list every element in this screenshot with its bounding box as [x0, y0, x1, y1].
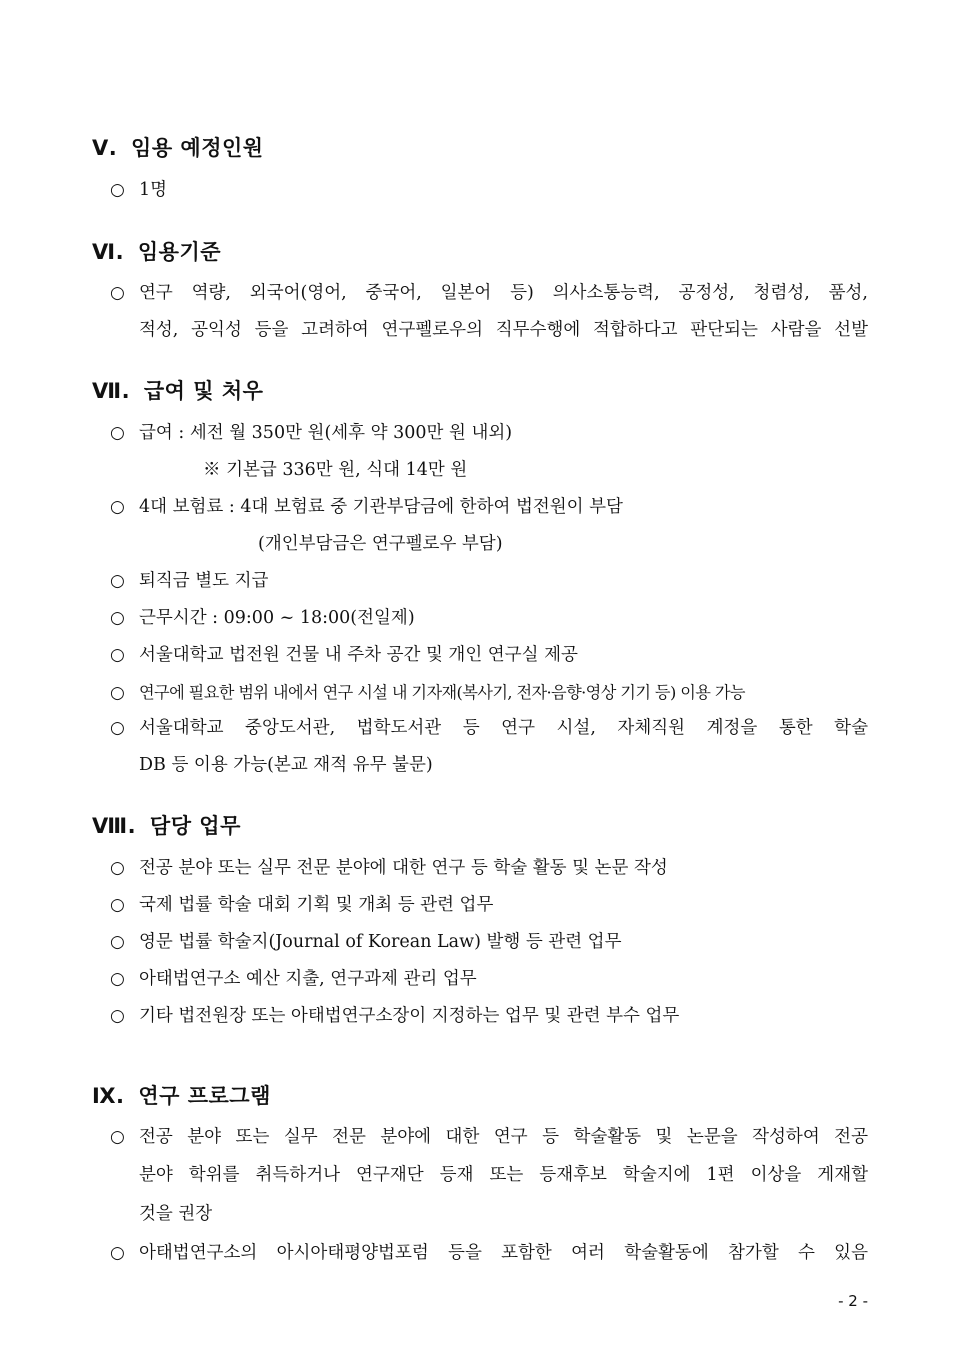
list-item — [110, 924, 870, 961]
section-numeral: Ⅴ. — [92, 136, 118, 160]
circle-bullet-icon: ○ — [110, 423, 125, 443]
salary-note: ※ 기본급 336만 원, 식대 14만 원 — [203, 460, 468, 480]
item-text: 전공 분야 또는 실무 전문 분야에 대한 연구 등 학술 활동 및 논문 작성 — [139, 858, 668, 878]
item-text: 연구 역량, 외국어(영어, 중국어, 일본어 등) 의사소통능력, 공정성, 청렴성, 품성, — [139, 283, 868, 303]
circle-bullet-icon: ○ — [110, 1006, 125, 1026]
item-text: 전공 분야 또는 실무 전문 분야에 대한 연구 등 학술활동 및 논문을 작성하여 전공 — [139, 1127, 868, 1147]
list-item — [110, 887, 870, 924]
item-text: 1명 — [139, 180, 168, 200]
item-text-continuation: 적성, 공익성 등을 고려하여 연구펠로우의 직무수행에 적합하다고 판단되는 사람을 선발 — [139, 320, 868, 340]
section-heading-7 — [92, 375, 263, 405]
section-heading-8 — [92, 810, 241, 840]
item-text: 급여 : 세전 월 350만 원(세후 약 300만 원 내외) — [139, 423, 513, 443]
section-title: 임용 예정인원 — [131, 136, 264, 160]
circle-bullet-icon: ○ — [110, 895, 125, 915]
item-text: 4대 보험료 : 4대 보험료 중 기관부담금에 한하여 법전원이 부담 — [139, 497, 623, 517]
list-item-hours — [110, 600, 870, 637]
item-text-continuation: 분야 학위를 취득하거나 연구재단 등재 또는 등재후보 학술지에 1편 이상을 게재할 — [139, 1165, 868, 1185]
section-title: 담당 업무 — [149, 814, 241, 838]
item-text-continuation: 것을 권장 — [139, 1204, 213, 1224]
section-numeral: Ⅵ. — [92, 240, 125, 264]
circle-bullet-icon: ○ — [110, 932, 125, 952]
item-text: 퇴직금 별도 지급 — [139, 571, 269, 591]
list-item — [110, 1235, 868, 1272]
circle-bullet-icon: ○ — [110, 718, 125, 738]
section-numeral: Ⅷ. — [92, 814, 137, 838]
section-numeral: Ⅸ. — [92, 1084, 125, 1108]
list-item-salary — [110, 415, 870, 452]
list-item-equipment — [110, 674, 870, 712]
list-item-severance — [110, 563, 870, 600]
section-numeral: Ⅶ. — [92, 379, 131, 403]
section-heading-9 — [92, 1080, 271, 1110]
circle-bullet-icon: ○ — [110, 180, 125, 200]
circle-bullet-icon: ○ — [110, 497, 125, 517]
item-text: 아태법연구소 예산 지출, 연구과제 관리 업무 — [139, 969, 477, 989]
list-item — [110, 998, 870, 1035]
circle-bullet-icon: ○ — [110, 571, 125, 591]
list-item — [110, 850, 870, 887]
section-heading-5 — [92, 132, 264, 162]
circle-bullet-icon: ○ — [110, 858, 125, 878]
circle-bullet-icon: ○ — [110, 1127, 125, 1147]
circle-bullet-icon: ○ — [110, 683, 125, 703]
item-text: 연구에 필요한 범위 내에서 연구 시설 내 기자재(복사기, 전자·음향·영상 기기 등) 이용 가능 — [139, 683, 745, 702]
item-text: 영문 법률 학술지(Journal of Korean Law) 발행 등 관련 업무 — [139, 932, 622, 952]
item-text: 국제 법률 학술 대회 기획 및 개최 등 관련 업무 — [139, 895, 494, 915]
item-text: 서울대학교 법전원 건물 내 주차 공간 및 개인 연구실 제공 — [139, 645, 578, 665]
section-title: 임용기준 — [137, 240, 222, 264]
circle-bullet-icon: ○ — [110, 1243, 125, 1263]
circle-bullet-icon: ○ — [110, 283, 125, 303]
circle-bullet-icon: ○ — [110, 645, 125, 665]
item-text: 기타 법전원장 또는 아태법연구소장이 지정하는 업무 및 관련 부수 업무 — [139, 1006, 680, 1026]
item-text-continuation: DB 등 이용 가능(본교 재적 유무 불문) — [139, 755, 433, 775]
section-title: 연구 프로그램 — [138, 1084, 271, 1108]
section-title: 급여 및 처우 — [143, 379, 264, 403]
list-item — [110, 275, 868, 349]
list-item-parking — [110, 637, 870, 674]
item-text: 근무시간 : 09:00 ~ 18:00(전일제) — [139, 608, 415, 628]
section-heading-6 — [92, 236, 221, 266]
insurance-note: (개인부담금은 연구펠로우 부담) — [258, 534, 503, 554]
item-text: 아태법연구소의 아시아태평양법포럼 등을 포함한 여러 학술활동에 참가할 수 있음 — [139, 1243, 868, 1263]
page-number: - 2 - — [838, 1292, 868, 1310]
list-item-library — [110, 710, 868, 784]
list-item — [110, 1119, 868, 1234]
list-item-insurance — [110, 489, 870, 526]
circle-bullet-icon: ○ — [110, 969, 125, 989]
list-item — [110, 961, 870, 998]
circle-bullet-icon: ○ — [110, 608, 125, 628]
item-text: 서울대학교 중앙도서관, 법학도서관 등 연구 시설, 자체직원 계정을 통한 학술 — [139, 718, 868, 738]
list-item — [110, 172, 870, 209]
